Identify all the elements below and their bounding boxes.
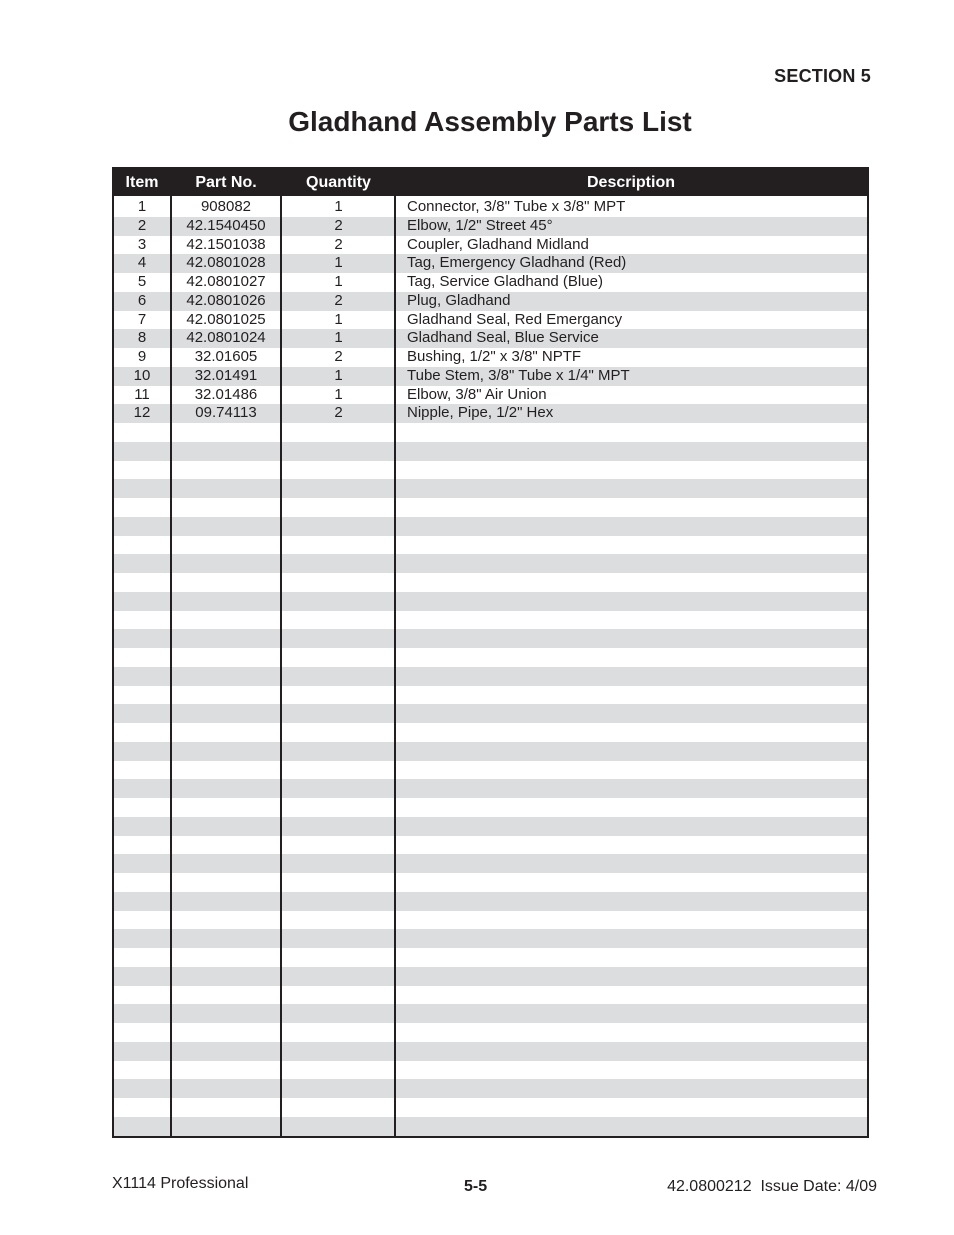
table-row xyxy=(114,348,867,367)
description-cell: Elbow, 3/8" Air Union xyxy=(407,385,547,403)
quantity-cell: 1 xyxy=(334,329,343,347)
item-cell: 6 xyxy=(137,291,147,309)
part-number-cell: 42.1540450 xyxy=(186,216,266,234)
description-cell: Tag, Service Gladhand (Blue) xyxy=(407,273,603,290)
table-row xyxy=(114,554,867,573)
description-cell: Nipple, Pipe, 1/2" Hex xyxy=(407,404,554,422)
section-label: SECTION 5 xyxy=(774,66,871,86)
quantity-cell: 2 xyxy=(334,216,343,234)
column-divider xyxy=(394,196,396,1136)
table-row xyxy=(114,629,867,648)
table-row xyxy=(114,1117,867,1136)
table-row xyxy=(114,254,867,273)
table-row xyxy=(114,948,867,967)
table-row xyxy=(114,479,867,498)
table-row xyxy=(114,273,867,292)
table-row xyxy=(114,611,867,630)
quantity-cell: 1 xyxy=(334,385,343,403)
item-cell: 2 xyxy=(137,216,147,234)
table-row xyxy=(114,1061,867,1080)
column-divider xyxy=(280,196,282,1136)
quantity-cell: 1 xyxy=(334,273,343,290)
part-number-cell: 908082 xyxy=(200,198,252,215)
quantity-cell: 1 xyxy=(334,366,343,384)
table-row xyxy=(114,311,867,330)
header-quantity: Quantity xyxy=(306,174,371,191)
table-row xyxy=(114,423,867,442)
description-cell: Tag, Emergency Gladhand (Red) xyxy=(407,254,627,272)
table-row xyxy=(114,386,867,405)
item-cell: 12 xyxy=(133,404,151,422)
page-title: Gladhand Assembly Parts List xyxy=(288,106,692,137)
footer-page-number: 5-5 xyxy=(464,1178,488,1195)
parts-table xyxy=(112,167,869,1138)
table-row xyxy=(114,779,867,798)
table-row xyxy=(114,817,867,836)
table-row xyxy=(114,367,867,386)
table-row xyxy=(114,498,867,517)
part-number-cell: 42.0801026 xyxy=(186,291,266,309)
table-header xyxy=(114,169,867,196)
table-row xyxy=(114,404,867,423)
table-row xyxy=(114,742,867,761)
column-divider xyxy=(170,196,172,1136)
item-cell: 3 xyxy=(137,235,147,253)
table-row xyxy=(114,198,867,217)
table-row xyxy=(114,892,867,911)
footer-model: X1114 Professional xyxy=(112,1175,249,1192)
table-row xyxy=(114,836,867,855)
header-part-no: Part No. xyxy=(195,174,257,191)
table-body xyxy=(114,198,867,1136)
table-row xyxy=(114,986,867,1005)
item-cell: 8 xyxy=(137,329,147,347)
table-row xyxy=(114,667,867,686)
table-row xyxy=(114,1042,867,1061)
item-cell: 9 xyxy=(137,348,147,365)
item-cell: 1 xyxy=(137,198,147,215)
table-row xyxy=(114,1004,867,1023)
item-cell: 5 xyxy=(137,273,147,290)
table-row xyxy=(114,761,867,780)
table-row xyxy=(114,329,867,348)
description-cell: Elbow, 1/2" Street 45° xyxy=(407,216,553,234)
header-description: Description xyxy=(586,174,675,191)
table-row xyxy=(114,967,867,986)
part-number-cell: 32.01605 xyxy=(194,348,258,365)
quantity-cell: 2 xyxy=(334,235,343,253)
table-row xyxy=(114,1079,867,1098)
table-row xyxy=(114,854,867,873)
footer-doc-info: 42.0800212 Issue Date: 4/09 xyxy=(667,1178,877,1195)
part-number-cell: 42.0801028 xyxy=(186,254,266,272)
table-row xyxy=(114,929,867,948)
table-row xyxy=(114,1023,867,1042)
quantity-cell: 2 xyxy=(334,404,343,422)
table-row xyxy=(114,648,867,667)
description-cell: Gladhand Seal, Blue Service xyxy=(407,329,599,347)
item-cell: 11 xyxy=(134,385,150,403)
table-row xyxy=(114,592,867,611)
table-row xyxy=(114,911,867,930)
part-number-cell: 42.0801024 xyxy=(186,329,266,347)
description-cell: Tube Stem, 3/8" Tube x 1/4" MPT xyxy=(407,366,630,384)
part-number-cell: 42.1501038 xyxy=(186,235,266,253)
table-row xyxy=(114,217,867,236)
quantity-cell: 1 xyxy=(334,198,343,215)
quantity-cell: 1 xyxy=(334,310,343,328)
part-number-cell: 32.01486 xyxy=(194,385,258,403)
table-row xyxy=(114,292,867,311)
description-cell: Connector, 3/8" Tube x 3/8" MPT xyxy=(407,198,626,215)
item-cell: 10 xyxy=(133,366,151,384)
part-number-cell: 42.0801025 xyxy=(186,310,266,328)
table-row xyxy=(114,517,867,536)
table-row xyxy=(114,573,867,592)
description-cell: Gladhand Seal, Red Emergancy xyxy=(407,310,623,328)
table-row xyxy=(114,873,867,892)
table-row xyxy=(114,686,867,705)
table-row xyxy=(114,461,867,480)
part-number-cell: 32.01491 xyxy=(194,366,258,384)
table-row xyxy=(114,723,867,742)
item-cell: 4 xyxy=(137,254,147,272)
description-cell: Plug, Gladhand xyxy=(407,291,511,309)
quantity-cell: 2 xyxy=(334,348,343,365)
part-number-cell: 42.0801027 xyxy=(186,273,266,290)
table-row xyxy=(114,442,867,461)
quantity-cell: 1 xyxy=(334,254,343,272)
item-cell: 7 xyxy=(137,310,147,328)
table-row xyxy=(114,798,867,817)
header-item: Item xyxy=(125,174,159,191)
description-cell: Coupler, Gladhand Midland xyxy=(407,235,589,253)
table-row xyxy=(114,704,867,723)
part-number-cell: 09.74113 xyxy=(195,404,257,422)
table-row xyxy=(114,536,867,555)
table-row xyxy=(114,1098,867,1117)
table-row xyxy=(114,236,867,255)
description-cell: Bushing, 1/2" x 3/8" NPTF xyxy=(407,348,582,365)
quantity-cell: 2 xyxy=(334,291,343,309)
